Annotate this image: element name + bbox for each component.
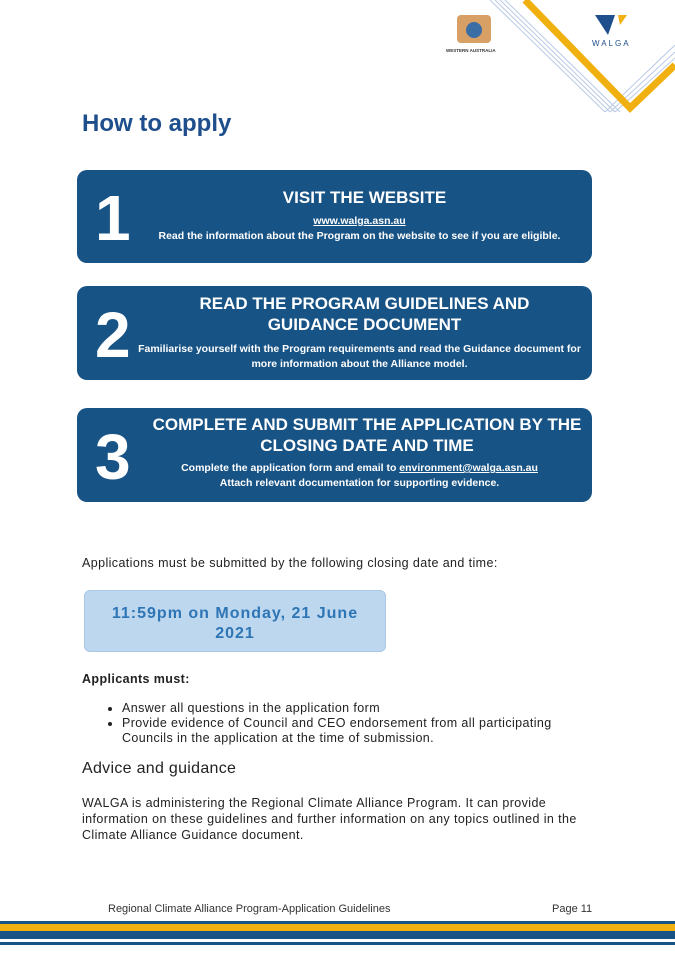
step-text: Read the information about the Program on the website to see if you are eligible. (158, 230, 561, 242)
western-australia-crest (446, 15, 496, 53)
header-decoration (420, 0, 675, 115)
step-card-2 (77, 286, 592, 380)
svg-text:WALGA: WALGA (592, 39, 631, 48)
step-body (137, 214, 582, 244)
closing-date: 11:59pm on Monday, 21 June 2021 (111, 605, 359, 642)
walga-logo (592, 15, 631, 48)
advice-body: WALGA is administering the Regional Climate Alliance Program. It can provide information on these guidelines and further information on any topics outlined in the Climate Alliance Guidance document. (82, 796, 577, 842)
step-number: 1 (95, 182, 131, 254)
step-body: Familiarise yourself with the Program requirements and read the Guidance document for more information about the Alliance model. (138, 343, 581, 370)
footer-page-number: Page 11 (552, 903, 593, 915)
email-link[interactable]: environment@walga.asn.au (399, 462, 538, 474)
step-title: VISIT THE WEBSITE (282, 188, 447, 207)
step-card-3 (77, 408, 592, 502)
closing-intro: Applications must be submitted by the following closing date and time: (82, 556, 498, 570)
step-number: 2 (95, 299, 131, 371)
footer-doc-title: Regional Climate Alliance Program-Application Guidelines (108, 903, 391, 915)
closing-date-box (84, 590, 386, 652)
advice-heading: Advice and guidance (82, 760, 237, 777)
step-text: Attach relevant documentation for supporting evidence. (219, 477, 500, 489)
step-title: READ THE PROGRAM GUIDELINES AND GUIDANCE DOCUMENT (199, 294, 530, 334)
list-item: • Provide evidence of Council and CEO endorsement from all participating Councils in the application at the time of submission. (122, 716, 602, 746)
step-body (137, 461, 582, 491)
list-item: • Answer all questions in the application form (122, 701, 602, 716)
applicants-heading: Applicants must: (82, 672, 190, 686)
page-title: How to apply (82, 110, 232, 137)
website-link[interactable]: www.walga.asn.au (313, 215, 406, 227)
step-number: 3 (95, 421, 131, 493)
footer-stripes (0, 921, 675, 945)
svg-text:WESTERN AUSTRALIA: WESTERN AUSTRALIA (446, 48, 496, 53)
step-title: COMPLETE AND SUBMIT THE APPLICATION BY THE CLOSING DATE AND TIME (152, 415, 582, 455)
applicants-list (100, 701, 602, 746)
step-text: Complete the application form and email to (181, 462, 400, 474)
step-card-1 (77, 170, 592, 263)
